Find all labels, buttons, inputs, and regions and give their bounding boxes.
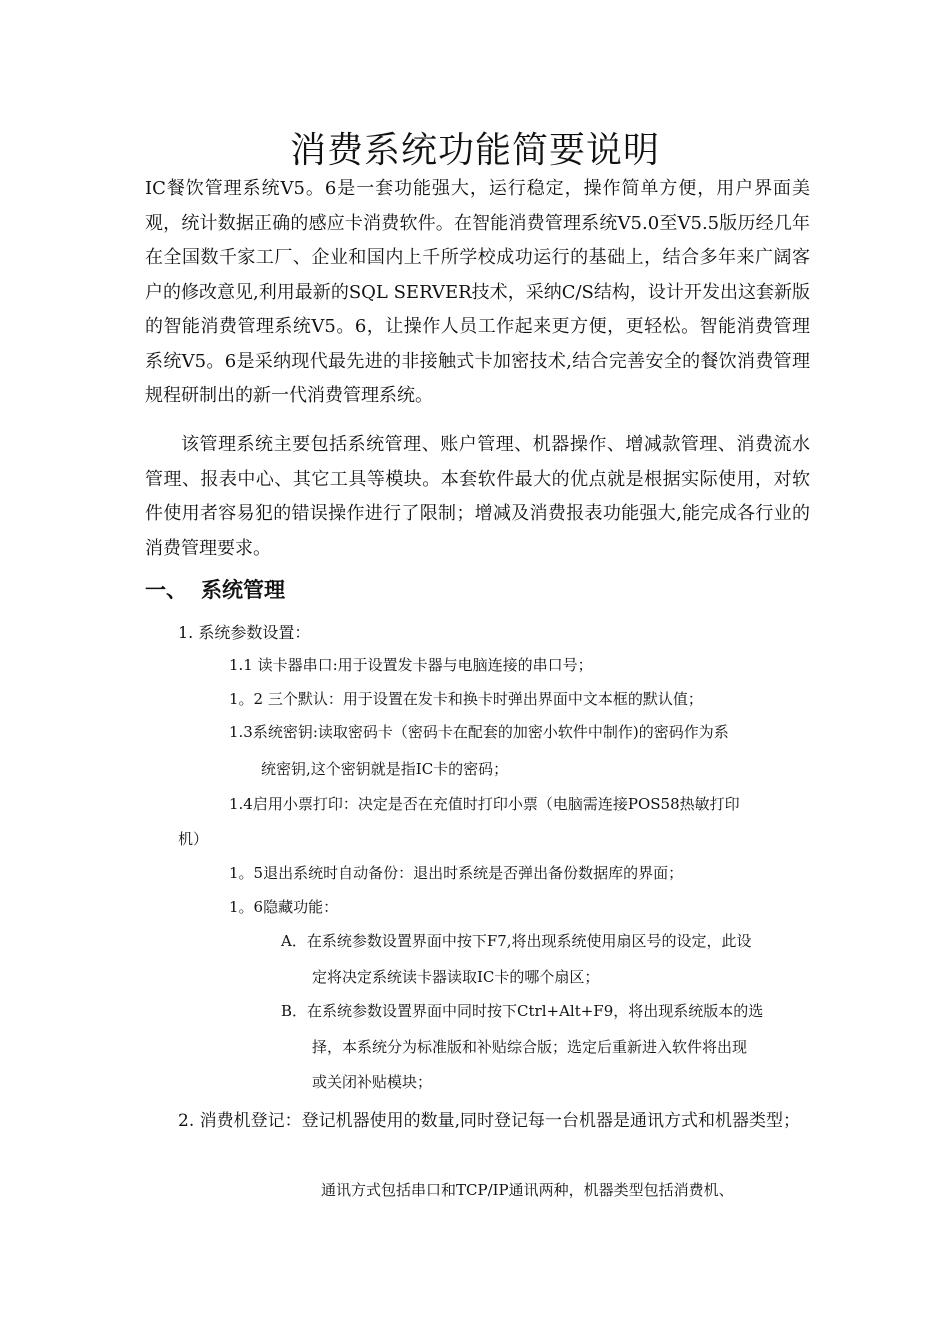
hidden-feature-b-cont2: 或关闭补贴模块； <box>312 1073 433 1091</box>
item-machine-registration: 2. 消费机登记：登记机器使用的数量,同时登记每一台机器是通讯方式和机器类型； <box>178 1111 801 1131</box>
hidden-feature-b-cont1: 择，本系统分为标准版和补贴综合版；选定后重新进入软件将出现 <box>312 1038 748 1056</box>
hidden-feature-a: A．在系统参数设置界面中按下F7,将出现系统使用扇区号的设定，此设 <box>281 932 752 950</box>
intro-paragraph: IC餐饮管理系统V5。6是一套功能强大，运行稳定，操作简单方便，用户界面美观，统计数据正确的感应卡消费软件。在智能消费管理系统V5.0至V5.5版历经几年在全国数千家工厂、企业和国内上千所学校成功运行的基础上，结合多年来广阔客户的修改意见,利用最新的SQL SERVER技术，采纳C/S结构，设计开发出这套新版的智能消费管理系统V5。6，让操作人员工作起来更方便，更轻松。智能消费管理系统V5。6是采纳现代最先进的非接触式卡加密技术,结合完善安全的餐饮消费管理规程研制出的新一代消费管理系统。 <box>145 178 810 406</box>
section-title: 系统管理 <box>201 578 285 602</box>
subitem-1-2: 1。2 三个默认：用于设置在发卡和换卡时弹出界面中文本框的默认值； <box>229 690 703 708</box>
modules-paragraph: 该管理系统主要包括系统管理、账户管理、机器操作、增减款管理、消费流水管理、报表中心、其它工具等模块。本套软件最大的优点就是根据实际使用，对软件使用者容易犯的错误操作进行了限制；增减及消费报表功能强大,能完成各行业的消费管理要求。 <box>145 434 810 559</box>
item-system-params: 1. 系统参数设置： <box>178 623 311 642</box>
section-number: 一、 <box>145 578 187 602</box>
hidden-feature-b: B．在系统参数设置界面中同时按下Ctrl+Alt+F9，将出现系统版本的选 <box>281 1002 764 1020</box>
subitem-1-4: 1.4启用小票打印：决定是否在充值时打印小票（电脑需连接POS58热敏打印 <box>229 795 740 813</box>
item-machine-registration-cont: 通讯方式包括串口和TCP/IP通讯两种，机器类型包括消费机、 <box>321 1181 734 1199</box>
subitem-1-1: 1.1 读卡器串口:用于设置发卡器与电脑连接的串口号； <box>229 656 593 674</box>
hidden-feature-a-cont: 定将决定系统读卡器读取IC卡的哪个扇区； <box>312 968 600 986</box>
subitem-1-3: 1.3系统密钥:读取密码卡（密码卡在配套的加密小软件中制作)的密码作为系 <box>229 723 729 741</box>
subitem-1-6: 1。6隐藏功能： <box>229 898 339 916</box>
subitem-1-3-cont: 统密钥,这个密钥就是指IC卡的密码； <box>261 760 509 778</box>
subitem-1-4-cont: 机） <box>178 830 209 848</box>
document-title: 消费系统功能简要说明 <box>289 130 660 171</box>
section-heading <box>145 574 285 604</box>
subitem-1-5: 1。5退出系统时自动备份：退出时系统是否弹出备份数据库的界面； <box>229 864 684 882</box>
